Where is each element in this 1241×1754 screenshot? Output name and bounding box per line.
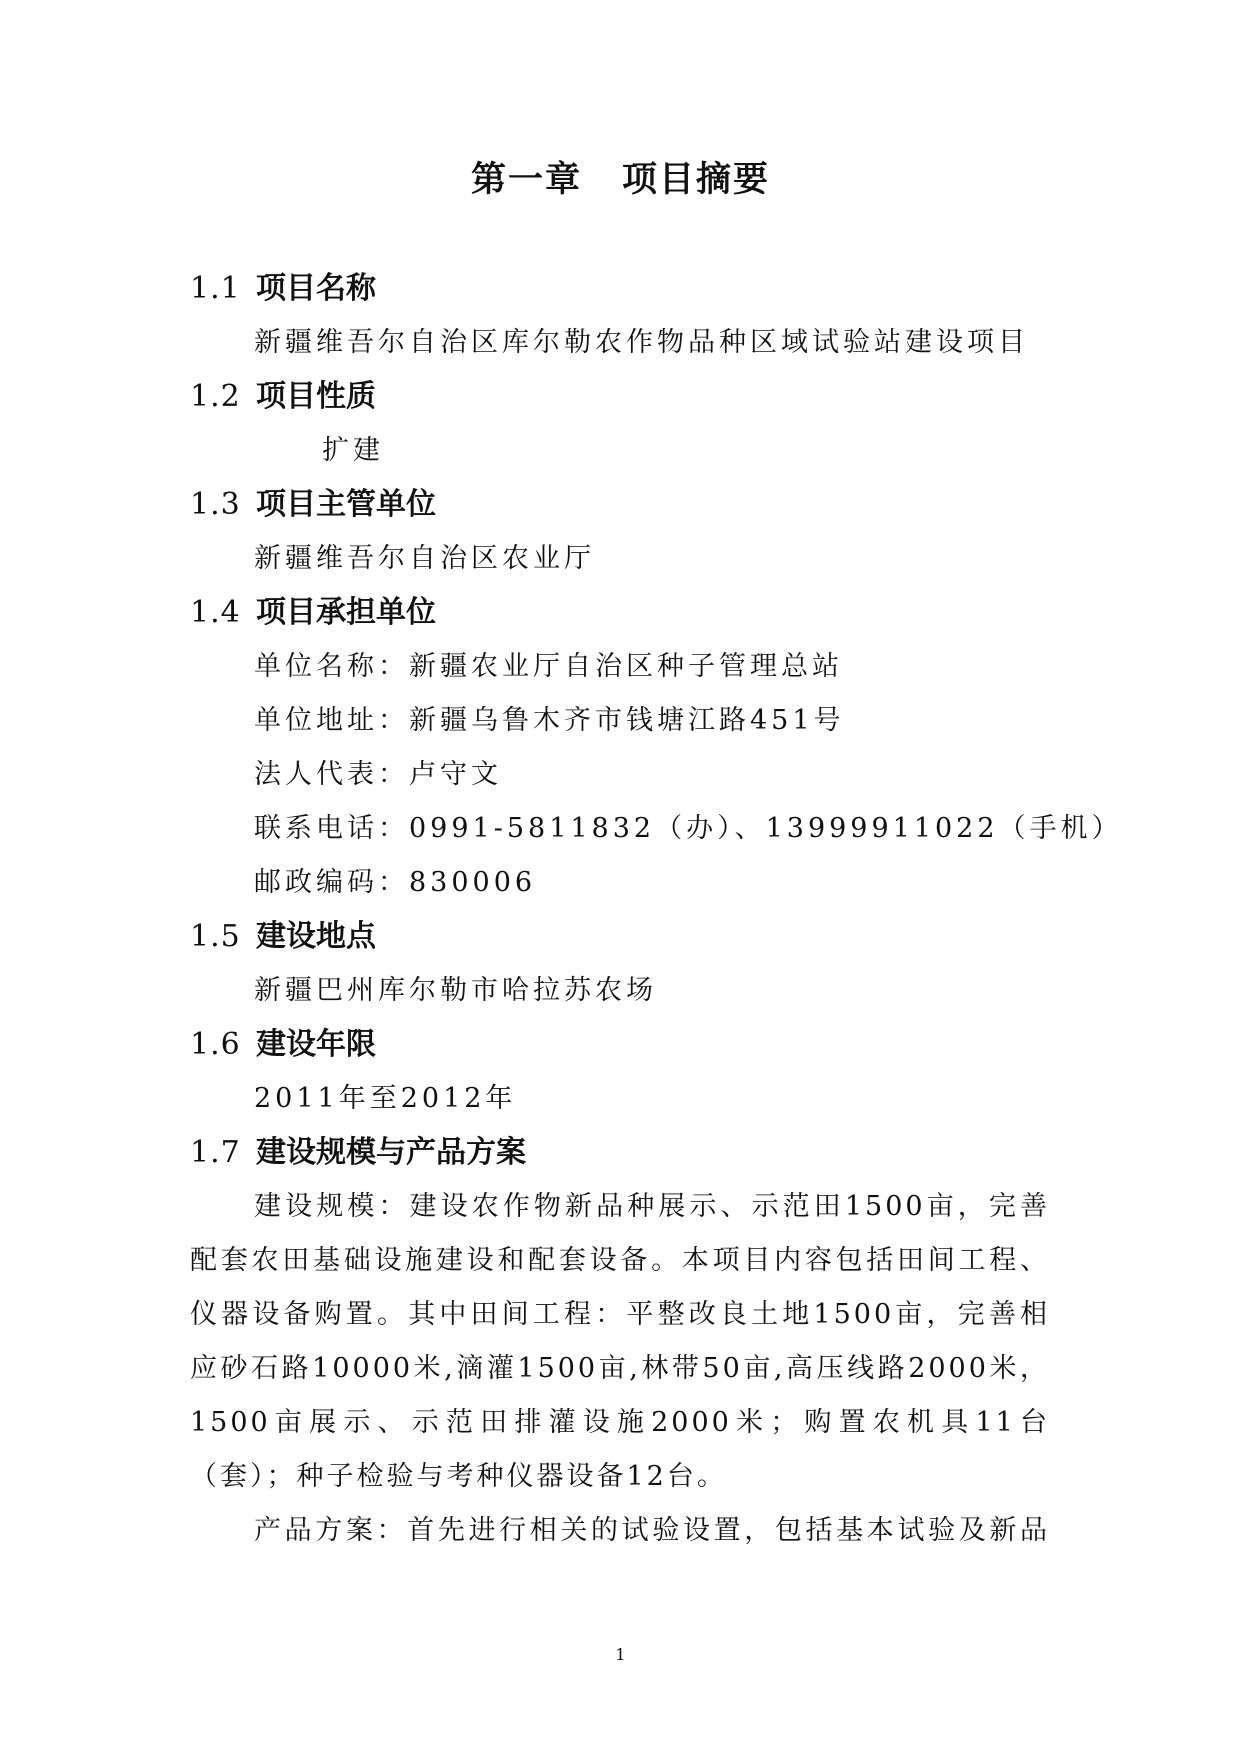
section-title: 建设规模与产品方案 — [256, 1135, 526, 1170]
section-heading — [190, 478, 1050, 532]
section-heading — [190, 586, 1050, 640]
legal-representative-line: 法人代表：卢守文 — [254, 759, 502, 790]
section-number: 1.2 — [190, 379, 241, 414]
section-text: 扩建 — [322, 435, 384, 466]
paragraph-line: （套）；种子检验与考种仪器设备12台。 — [190, 1461, 727, 1492]
postal-code-line: 邮政编码：830006 — [254, 867, 537, 898]
section-title: 项目承担单位 — [256, 595, 436, 630]
section-title: 项目主管单位 — [256, 487, 436, 522]
section-text: 新疆维吾尔自治区农业厅 — [254, 543, 595, 574]
chapter-title — [0, 155, 1241, 205]
section-number: 1.6 — [190, 1027, 241, 1062]
contact-phone-line: 联系电话：0991-5811832（办）、13999911022（手机） — [254, 813, 1123, 844]
section-heading — [190, 1018, 1050, 1072]
construction-scale-paragraph — [190, 1180, 1050, 1504]
page-number: 1 — [615, 1645, 626, 1664]
section-title: 项目性质 — [256, 379, 376, 414]
section-title: 项目名称 — [256, 271, 376, 306]
paragraph-line: 配套农田基础设施建设和配套设备。本项目内容包括田间工程、 — [190, 1245, 1050, 1276]
paragraph-line: 1500亩展示、示范田排灌设施2000米；购置农机具11台 — [190, 1407, 1050, 1438]
section-heading — [190, 1126, 1050, 1180]
paragraph-line: 仪器设备购置。其中田间工程：平整改良土地1500亩，完善相 — [190, 1299, 1050, 1330]
unit-name-line: 单位名称：新疆农业厅自治区种子管理总站 — [254, 651, 843, 682]
paragraph-line: 应砂石路10000米,滴灌1500亩,林带50亩,高压线路2000米， — [190, 1353, 1050, 1384]
section-number: 1.3 — [190, 487, 241, 522]
product-plan-paragraph — [190, 1504, 1050, 1558]
chapter-label: 第一章 — [470, 160, 582, 200]
section-title: 建设年限 — [256, 1027, 376, 1062]
section-number: 1.5 — [190, 919, 241, 954]
unit-address-line: 单位地址：新疆乌鲁木齐市钱塘江路451号 — [254, 705, 845, 736]
section-number: 1.4 — [190, 595, 241, 630]
section-number: 1.7 — [190, 1135, 241, 1170]
section-heading — [190, 910, 1050, 964]
section-title: 建设地点 — [256, 919, 376, 954]
section-heading — [190, 370, 1050, 424]
section-text: 2011年至2012年 — [254, 1083, 517, 1114]
chapter-heading: 项目摘要 — [622, 160, 771, 200]
paragraph-line: 建设规模：建设农作物新品种展示、示范田1500亩，完善 — [254, 1191, 1050, 1222]
section-number: 1.1 — [190, 271, 241, 306]
document-body — [190, 262, 1123, 1558]
paragraph-line: 产品方案：首先进行相关的试验设置，包括基本试验及新品 — [254, 1515, 1050, 1546]
section-text: 新疆维吾尔自治区库尔勒农作物品种区域试验站建设项目 — [254, 327, 1029, 358]
section-text: 新疆巴州库尔勒市哈拉苏农场 — [254, 975, 657, 1006]
section-heading — [190, 262, 1050, 316]
